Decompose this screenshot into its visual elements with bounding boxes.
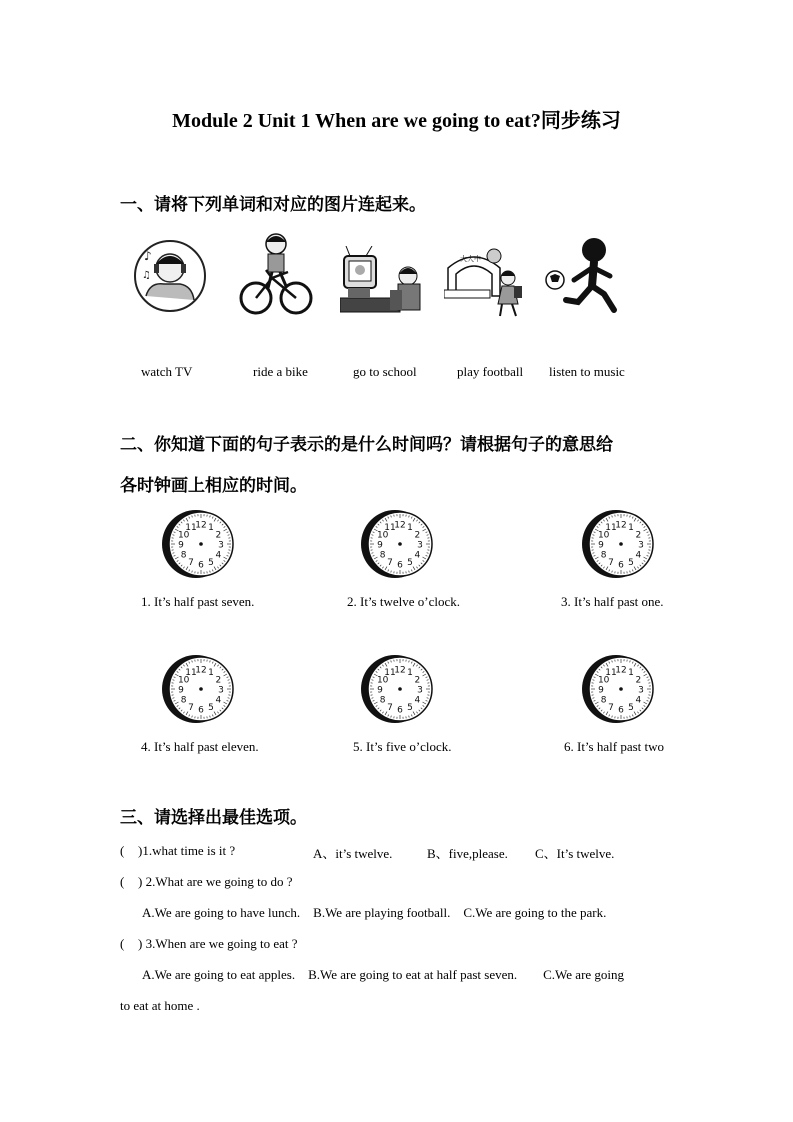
- clock-number: 2: [635, 675, 642, 686]
- clock-number: 9: [598, 540, 604, 551]
- clock-number: 5: [407, 557, 413, 568]
- clock-number: 7: [608, 557, 614, 568]
- clock-number: 10: [597, 530, 610, 541]
- clock-number: 2: [414, 530, 421, 541]
- clock-number: 10: [376, 530, 389, 541]
- word-go-to-school: go to school: [353, 364, 417, 379]
- svg-text:大大中: 大大中: [460, 255, 481, 263]
- clock-number: 7: [387, 702, 393, 713]
- svg-text:♪: ♪: [144, 249, 152, 263]
- clock-number: 1: [407, 668, 413, 679]
- clock-number: 9: [178, 685, 184, 696]
- clock-caption-4: 4. It’s half past eleven.: [141, 739, 259, 754]
- clock-number: 3: [638, 685, 644, 696]
- clock-number: 1: [208, 523, 214, 534]
- clock-face-3: [580, 508, 660, 580]
- clock-number: 6: [618, 705, 624, 716]
- word-listen-to-music: listen to music: [549, 364, 625, 379]
- clock-number: 3: [218, 685, 224, 696]
- school-picture: [444, 246, 526, 318]
- clock-number: 4: [414, 550, 421, 561]
- music-picture: [130, 238, 210, 314]
- clock-number: 6: [397, 560, 403, 571]
- clock-number: 7: [188, 702, 194, 713]
- q2-options: A.We are going to have lunch. B.We are playing football. C.We are going to the park.: [142, 905, 607, 920]
- q1-option-c: C、It’s twelve.: [535, 846, 615, 861]
- clock-number: 11: [185, 668, 197, 679]
- section3-heading: 三、请选择出最佳选项。: [120, 808, 307, 828]
- clock-number: 5: [208, 702, 214, 713]
- clock-face-4: [160, 653, 240, 725]
- clock-caption-5: 5. It’s five o’clock.: [353, 739, 452, 754]
- word-watch-tv: watch TV: [141, 364, 193, 379]
- clock-number: 3: [638, 540, 644, 551]
- clock-number: 3: [218, 540, 224, 551]
- section2-heading-line2: 各时钟画上相应的时间。: [120, 476, 307, 496]
- clock-number: 12: [394, 520, 406, 531]
- q1-bracket: (: [120, 843, 125, 858]
- clock-number: 1: [407, 523, 413, 534]
- clock-caption-1: 1. It’s half past seven.: [141, 594, 255, 609]
- clock-number: 2: [635, 530, 642, 541]
- tv-picture: [340, 246, 424, 318]
- clock-number: 8: [600, 550, 607, 561]
- clock-number: 12: [615, 520, 627, 531]
- clock-number: 10: [177, 675, 190, 686]
- clock-face-6: [580, 653, 660, 725]
- page-title: Module 2 Unit 1 When are we going to eat?同步练习: [172, 110, 621, 132]
- clock-number: 2: [215, 530, 222, 541]
- clock-number: 3: [417, 685, 423, 696]
- clock-number: 8: [180, 550, 187, 561]
- clock-number: 4: [414, 695, 421, 706]
- clock-number: 9: [377, 685, 383, 696]
- section2-heading-line1: 二、你知道下面的句子表示的是什么时间吗？请根据句子的意思给: [120, 435, 613, 455]
- clock-number: 6: [397, 705, 403, 716]
- clock-number: 5: [208, 557, 214, 568]
- clock-number: 5: [407, 702, 413, 713]
- clock-number: 12: [394, 665, 406, 676]
- clock-number: 11: [185, 523, 197, 534]
- q3-question: ) 3.When are we going to eat ?: [138, 936, 298, 951]
- section1-heading: 一、请将下列单词和对应的图片连起来。: [120, 195, 426, 215]
- football-picture: [544, 236, 626, 318]
- clock-number: 10: [177, 530, 190, 541]
- clock-number: 1: [628, 668, 634, 679]
- clock-number: 9: [598, 685, 604, 696]
- clock-caption-6: 6. It’s half past two: [564, 739, 665, 754]
- clock-number: 6: [198, 560, 204, 571]
- clock-number: 8: [180, 695, 187, 706]
- clock-number: 10: [376, 675, 389, 686]
- clock-number: 11: [605, 668, 617, 679]
- clock-number: 11: [384, 668, 396, 679]
- q1-option-b: B、five,please.: [427, 846, 508, 861]
- clock-number: 11: [605, 523, 617, 534]
- clock-number: 4: [215, 550, 222, 561]
- clock-number: 9: [377, 540, 383, 551]
- clock-number: 6: [618, 560, 624, 571]
- clock-number: 5: [628, 557, 634, 568]
- q2-question: ) 2.What are we going to do ?: [138, 874, 293, 889]
- clock-face-2: [359, 508, 439, 580]
- clock-number: 4: [215, 695, 222, 706]
- clock-number: 8: [600, 695, 607, 706]
- clock-number: 4: [635, 550, 642, 561]
- q2-bracket: (: [120, 874, 125, 889]
- clock-number: 1: [628, 523, 634, 534]
- clock-number: 2: [215, 675, 222, 686]
- q1-option-a: A、it’s twelve.: [313, 846, 393, 861]
- clock-number: 9: [178, 540, 184, 551]
- bike-picture: [236, 230, 314, 318]
- clock-number: 5: [628, 702, 634, 713]
- clock-number: 7: [387, 557, 393, 568]
- clock-number: 10: [597, 675, 610, 686]
- clock-number: 12: [195, 665, 207, 676]
- q3-options: A.We are going to eat apples. B.We are going to eat at half past seven. C.We are going: [142, 967, 625, 982]
- clock-number: 4: [635, 695, 642, 706]
- clock-number: 7: [188, 557, 194, 568]
- word-ride-a-bike: ride a bike: [253, 364, 308, 379]
- clock-number: 12: [615, 665, 627, 676]
- clock-number: 8: [379, 550, 386, 561]
- clock-caption-2: 2. It’s twelve o’clock.: [347, 594, 460, 609]
- clock-number: 6: [198, 705, 204, 716]
- word-play-football: play football: [457, 364, 524, 379]
- clock-number: 8: [379, 695, 386, 706]
- q1-question: )1.what time is it ?: [138, 843, 236, 858]
- svg-text:♫: ♫: [142, 270, 151, 281]
- clock-number: 11: [384, 523, 396, 534]
- clock-number: 12: [195, 520, 207, 531]
- clock-number: 3: [417, 540, 423, 551]
- clock-face-1: [160, 508, 240, 580]
- clock-number: 2: [414, 675, 421, 686]
- q3-continuation: to eat at home .: [120, 998, 200, 1013]
- clock-number: 7: [608, 702, 614, 713]
- clock-caption-3: 3. It’s half past one.: [561, 594, 664, 609]
- q3-bracket: (: [120, 936, 125, 951]
- clock-number: 1: [208, 668, 214, 679]
- clock-face-5: [359, 653, 439, 725]
